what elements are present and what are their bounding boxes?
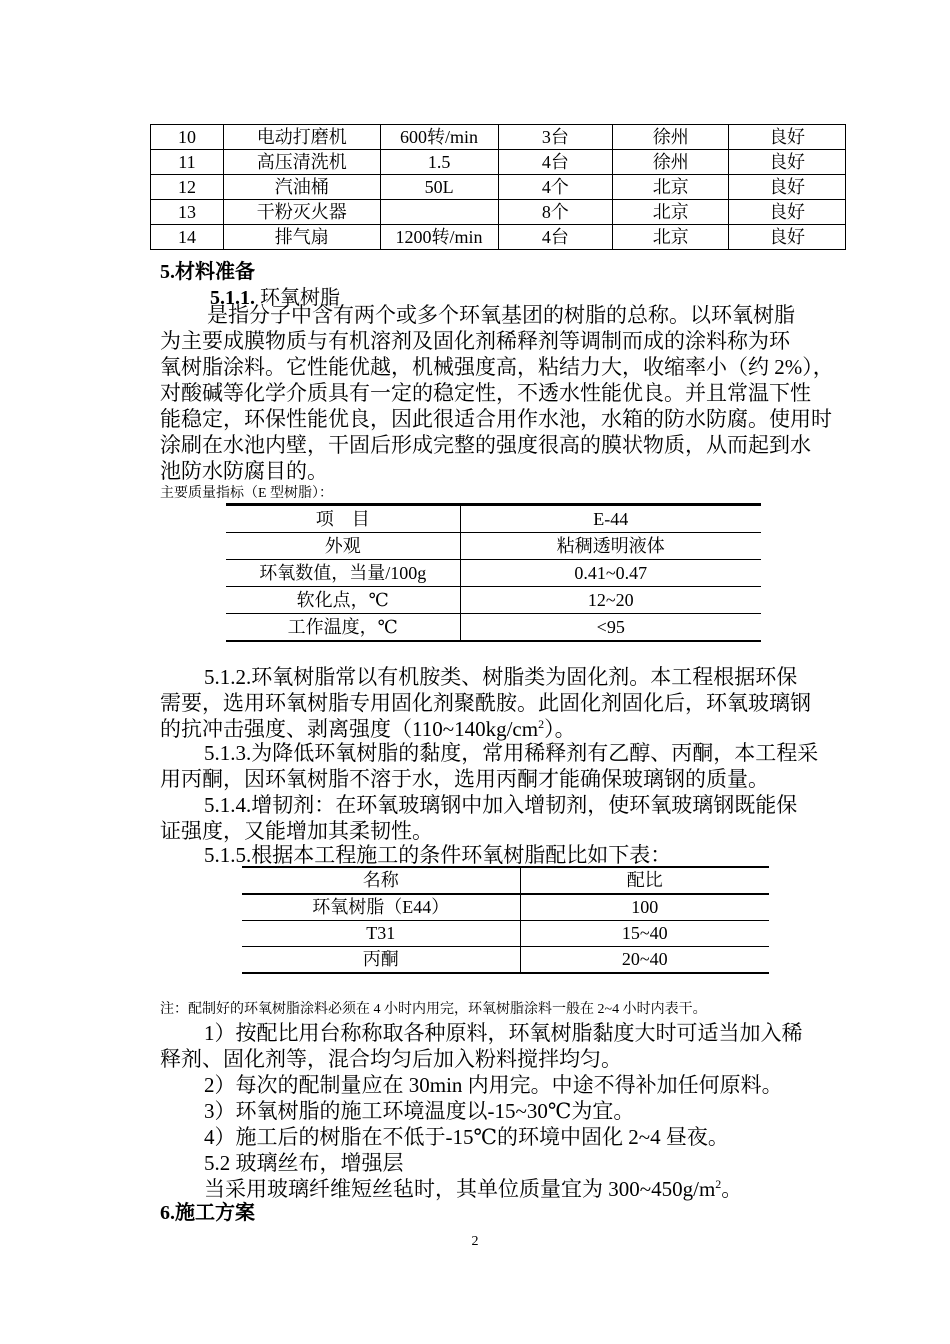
table-row — [226, 505, 761, 533]
step-line: 1）按配比用台称称取各种原料，环氧树脂黏度大时可适当加入稀 — [204, 1021, 803, 1045]
table-cell: <95 — [460, 614, 761, 642]
table-cell: 1.5 — [380, 150, 498, 175]
table-cell: 1200转/min — [380, 225, 498, 250]
table-row — [151, 125, 846, 150]
table-cell: 良好 — [729, 175, 846, 200]
table-row — [242, 867, 769, 894]
table-cell: 8个 — [498, 200, 613, 225]
table-cell: 11 — [151, 150, 224, 175]
table-cell: 高压清洗机 — [223, 150, 380, 175]
paragraph-line: 氧树脂涂料。它性能优越，机械强度高，粘结力大，收缩率小（约 2%）， — [160, 355, 834, 379]
table-cell: 12 — [151, 175, 224, 200]
table-cell: 徐州 — [613, 150, 729, 175]
table-cell: 100 — [520, 894, 769, 921]
paragraph-line: 用丙酮，因环氧树脂不溶于水，选用丙酮才能确保玻璃钢的质量。 — [160, 767, 769, 791]
table-cell: 14 — [151, 225, 224, 250]
epoxy-description-paragraph — [160, 302, 850, 484]
line-text: 当采用玻璃纤维短丝毡时，其单位质量宜为 300~450g/m — [204, 1177, 716, 1201]
line-text: 的抗冲击强度、剥离强度（110~140kg/cm — [160, 717, 539, 741]
table-row — [226, 587, 761, 614]
paragraph-line: 需要，选用环氧树脂专用固化剂聚酰胺。此固化剂固化后，环氧玻璃钢 — [160, 691, 811, 715]
paragraph-5-1-2 — [160, 664, 850, 742]
table-cell: 北京 — [613, 200, 729, 225]
table-cell: 15~40 — [520, 921, 769, 947]
paragraph-line: 池防水防腐目的。 — [160, 459, 328, 483]
table-cell: 软化点，℃ — [226, 587, 460, 614]
table-cell: 丙酮 — [242, 947, 520, 974]
table-row — [242, 894, 769, 921]
table-cell: T31 — [242, 921, 520, 947]
glass-fiber-line — [160, 1176, 850, 1202]
equipment-table — [150, 124, 846, 250]
table-cell: 外观 — [226, 533, 460, 560]
table-row — [151, 225, 846, 250]
table-cell: 12~20 — [460, 587, 761, 614]
table-cell: 4台 — [498, 150, 613, 175]
table-cell: 干粉灭火器 — [223, 200, 380, 225]
table-cell: 50L — [380, 175, 498, 200]
quality-table — [226, 503, 761, 642]
paragraph-line: 5.1.2.环氧树脂常以有机胺类、树脂类为固化剂。本工程根据环保 — [204, 665, 798, 689]
table-cell: 工作温度，℃ — [226, 614, 460, 642]
table-cell: 徐州 — [613, 125, 729, 150]
page-number: 2 — [471, 1234, 479, 1249]
table-cell: 环氧树脂（E44） — [242, 894, 520, 921]
table-row — [226, 614, 761, 642]
table-row — [226, 560, 761, 587]
subsection-title: 环氧树脂 — [255, 287, 340, 309]
paragraph-line: 5.1.4.增韧剂：在环氧玻璃钢中加入增韧剂，使环氧玻璃钢既能保 — [204, 793, 798, 817]
table-cell: 汽油桶 — [223, 175, 380, 200]
step-line: 3）环氧树脂的施工环境温度以-15~30℃为宜。 — [204, 1099, 635, 1123]
paragraph-5-1-5: 5.1.5.根据本工程施工的条件环氧树脂配比如下表： — [204, 843, 672, 867]
superscript: 2 — [538, 717, 545, 731]
table-row — [151, 200, 846, 225]
step-line: 2）每次的配制量应在 30min 内用完。中途不得补加任何原料。 — [204, 1073, 783, 1097]
table-row — [226, 533, 761, 560]
paragraph-line: 涂刷在水池内壁，干固后形成完整的强度很高的膜状物质，从而起到水 — [160, 433, 811, 457]
quality-caption: 主要质量指标（E 型树脂）： — [160, 486, 334, 501]
subsection-number: 5.1.1. — [210, 287, 255, 309]
table-cell: 600转/min — [380, 125, 498, 150]
table-cell: 良好 — [729, 125, 846, 150]
table-cell: 北京 — [613, 175, 729, 200]
paragraph-5-1-4 — [160, 792, 850, 844]
table-cell: 北京 — [613, 225, 729, 250]
superscript: 2 — [715, 1177, 722, 1191]
note: 注：配制好的环氧树脂涂料必须在 4 小时内用完，环氧树脂涂料一般在 2~4 小时内表干。 — [160, 1002, 707, 1017]
table-cell: 良好 — [729, 150, 846, 175]
ratio-table — [242, 866, 769, 974]
table-cell: 良好 — [729, 200, 846, 225]
line-text: ）。 — [544, 717, 576, 741]
table-cell: 名称 — [242, 867, 520, 894]
table-cell: 3台 — [498, 125, 613, 150]
table-cell — [380, 200, 498, 225]
section-6-heading: 6.施工方案 — [160, 1202, 255, 1224]
table-cell: 20~40 — [520, 947, 769, 974]
paragraph-line: 对酸碱等化学介质具有一定的稳定性，不透水性能优良。并且常温下性 — [160, 381, 811, 405]
paragraph-line: 是指分子中含有两个或多个环氧基团的树脂的总称。以环氧树脂 — [207, 303, 795, 327]
table-cell: 配比 — [520, 867, 769, 894]
table-cell: 环氧数值，当量/100g — [226, 560, 460, 587]
paragraph-line: 证强度，又能增加其柔韧性。 — [160, 819, 433, 843]
step-line: 4）施工后的树脂在不低于-15℃的环境中固化 2~4 昼夜。 — [204, 1125, 729, 1149]
table-cell: 4个 — [498, 175, 613, 200]
table-row — [242, 947, 769, 974]
paragraph-line: 5.1.3.为降低环氧树脂的黏度，常用稀释剂有乙醇、丙酮，本工程采 — [204, 741, 819, 765]
table-row — [242, 921, 769, 947]
step-line: 释剂、固化剂等，混合均匀后加入粉料搅拌均匀。 — [160, 1047, 622, 1071]
table-cell: 4台 — [498, 225, 613, 250]
table-cell: 粘稠透明液体 — [460, 533, 761, 560]
subsection-5-2-heading: 5.2 玻璃丝布，增强层 — [204, 1151, 404, 1175]
procedure-steps — [160, 1020, 850, 1202]
table-cell: 0.41~0.47 — [460, 560, 761, 587]
paragraph-line: 能稳定，环保性能优良，因此很适合用作水池，水箱的防水防腐。使用时 — [160, 407, 832, 431]
table-cell: 良好 — [729, 225, 846, 250]
table-row — [151, 175, 846, 200]
table-cell: 电动打磨机 — [223, 125, 380, 150]
paragraph-line — [160, 716, 850, 742]
section-5-heading: 5.材料准备 — [160, 261, 255, 283]
table-cell: 13 — [151, 200, 224, 225]
table-cell: 排气扇 — [223, 225, 380, 250]
paragraph-5-1-3 — [160, 740, 850, 792]
table-cell: E-44 — [460, 505, 761, 533]
table-cell: 10 — [151, 125, 224, 150]
paragraph-line: 为主要成膜物质与有机溶剂及固化剂稀释剂等调制而成的涂料称为环 — [160, 329, 790, 353]
table-cell: 项 目 — [226, 505, 460, 533]
table-row — [151, 150, 846, 175]
line-text: 。 — [721, 1177, 743, 1201]
